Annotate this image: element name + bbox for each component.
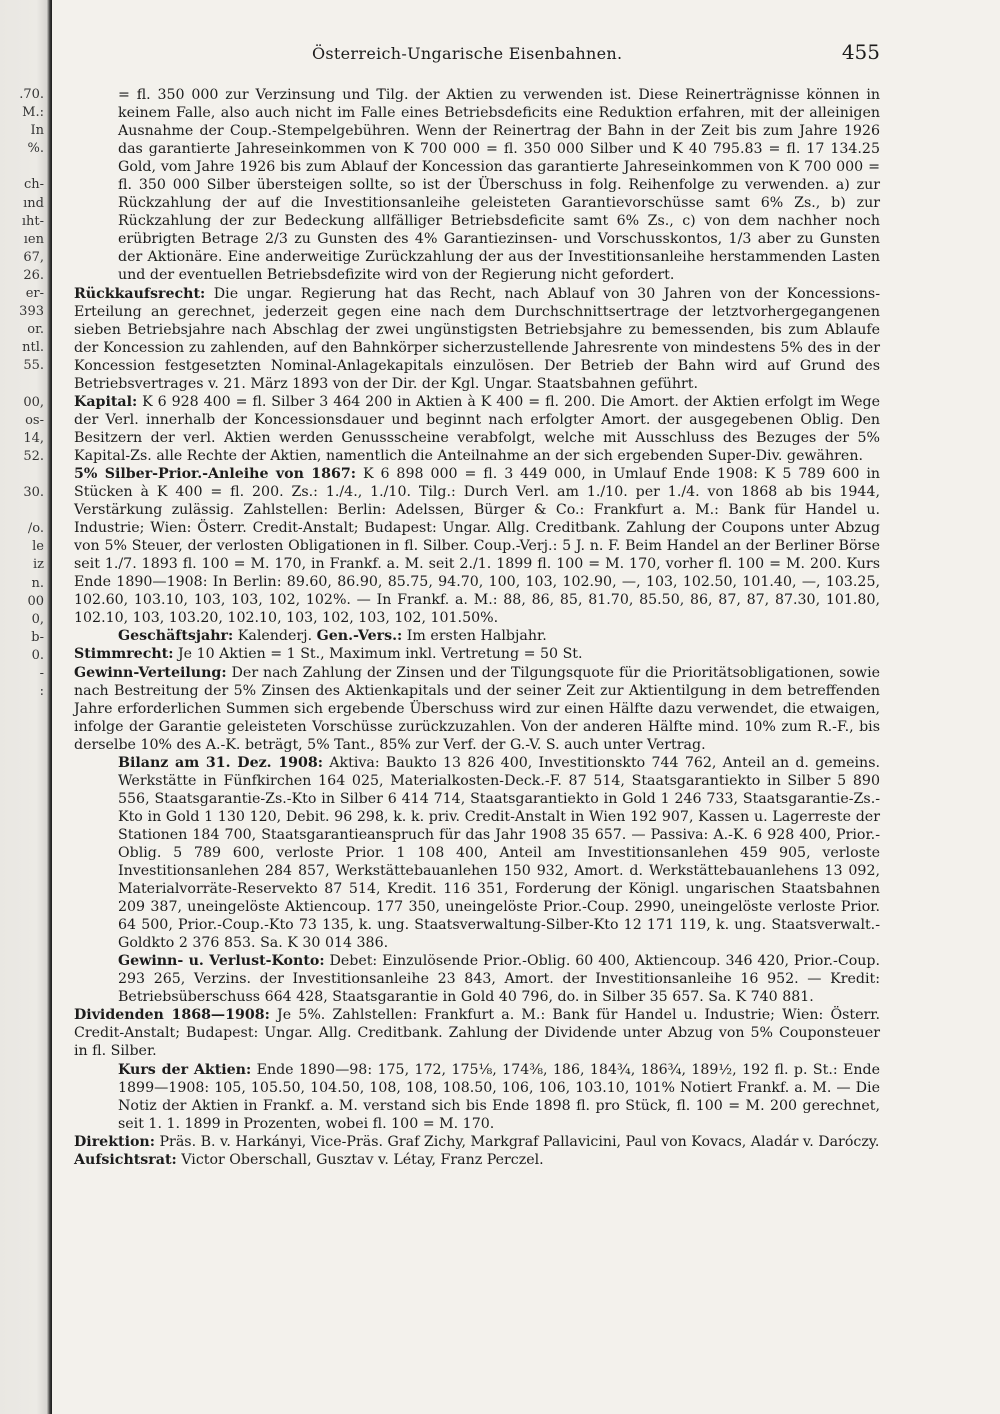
running-title: Österreich-Ungarische Eisenbahnen. — [312, 44, 623, 63]
paragraph-text: Je 5%. Zahlstellen: Frankfurt a. M.: Bank für Handel u. Industrie; Wien: Österr. Credit-Anstalt; Budapest: Ungar. Allg. Creditbank. Zahlung der Dividende unter Abzug von 5% Couponsteuer in fl. Silber. — [74, 1007, 880, 1060]
paragraph-prior-anleihe — [74, 465, 880, 627]
page-number: 455 — [841, 40, 880, 64]
paragraph-aufsichtsrat — [74, 1151, 880, 1169]
section-label: 5% Silber-Prior.-Anleihe von 1867: — [74, 465, 356, 482]
paragraph-rueckkaufsrecht — [74, 285, 880, 393]
page-header — [300, 40, 880, 68]
section-label: Gewinn- u. Verlust-Konto: — [118, 953, 325, 970]
section-label-secondary: Gen.-Vers.: — [316, 628, 403, 645]
paragraph-text: Ende 1890—98: 175, 172, 175⅛, 174⅜, 186, 184¾, 186¾, 189½, 192 fl. p. St.: Ende 1899—1908: 105, 105.50, 104.50, 108, 108, 108.50, 106, 106, 103.10, 101% Notiert Frankf. a. M. — Die Notiz der Aktien in Frankf. a. M. verstand sich bis Ende 1898 fl. pro Stück, fl. 100 = M. 200 gerechnet, seit 1. 1. 1899 in Prozenten, wobei fl. 100 = M. 170. — [118, 1061, 880, 1132]
section-label: Kurs der Aktien: — [118, 1061, 252, 1078]
paragraph-text: Die ungar. Regierung hat das Recht, nach Ablauf von 30 Jahren von der Koncessions-Erteilung an gerechnet, jederzeit gegen eine nach dem Durchschnittsertrage der letztvorhergegangenen sieben Betriebsjahre nach Abschlag der zwei ungünstigsten Betriebsjahre zu bemessenden, bis zum Ablaufe der Koncession zu zahlenden, auf den Bahnkörper sicherzustellende Jahresrente von mindestens 5% des in der Koncession festgesetzten Nominal-Anlagekapitals einzulösen. Der Betrieb der Bahn wird auf Grund des Betriebsvertrages v. 21. März 1893 von der Dir. der Kgl. Ungar. Staatsbahnen geführt. — [74, 285, 880, 392]
paragraph-text: = fl. 350 000 zur Verzinsung und Tilg. der Aktien zu verwenden ist. Diese Reinerträgnisse können in keinem Falle, also auch nicht im Falle eines Betriebsdeficits eine Reduktion erfahren, mit der alleinigen Ausnahme der Coup.-Stempelgebühren. Wenn der Reinertrag der Bahn in der Zeit bis zum Jahre 1926 das garantierte Jahreseinkommen von K 700 000 = fl. 350 000 Silber und K 40 795.83 = fl. 17 134.25 Gold, vom Jahre 1926 bis zum Ablauf der Koncession das garantierte Jahreseinkommen von K 700 000 = fl. 350 000 Silber übersteigen sollte, so ist der Überschuss in folg. Reihenfolge zu verwenden. a) zur Rückzahlung der auf die Investitionsanleihe geleisteten Garantievorschüsse samt 6% Zs., b) zur Rückzahlung der zur Bedeckung allfälliger Betriebsdeficite samt 6% Zs., c) von dem nachher noch erübrigten Betrage 2/3 zu Gunsten des 4% Garantiezinsen- und Vorschusskontos, 1/3 aber zu Gunsten der Aktionäre. Eine anderweitige Zurückzahlung der aus der Investitionsanleihe herstammenden Lasten und der eventuellen Betriebsdefizite wird von der Regierung nicht gefordert. — [118, 87, 880, 284]
paragraph-text: Präs. B. v. Harkányi, Vice-Präs. Graf Zichy, Markgraf Pallavicini, Paul von Kovacs, Aladár v. Daróczy. — [159, 1133, 880, 1150]
paragraph-text: Je 10 Aktien = 1 St., Maximum inkl. Vertretung = 50 St. — [177, 646, 583, 663]
paragraph-text: K 6 898 000 = fl. 3 449 000, in Umlauf Ende 1908: K 5 789 600 in Stücken à K 400 = fl. 200. Zs.: 1./4., 1./10. Tilg.: Durch Verl. am 1./10. per 1./4. von 1868 ab bis 1944, Verstärkung zulässig. Zahlstellen: Berlin: Adelssen, Bürger & Co.: Frankfurt a. M.: Bank für Handel u. Industrie; Wien: Österr. Credit-Anstalt; Budapest: Ungar. Allg. Creditbank. Zahlung der Coupons unter Abzug von 5% Steuer, der verlosten Obligationen in fl. Silber. Coup.-Verj.: 5 J. n. F. Beim Handel an der Berliner Börse seit 1./7. 1893 fl. 100 = M. 170, in Frankf. a. M. seit 2./1. 1899 fl. 100 = M. 170, vorher fl. 100 = M. 200. Kurs Ende 1890—1908: In Berlin: 89.60, 86.90, 85.75, 94.70, 100, 103, 102.90, —, 103, 102.50, 101.40, —, 103.25, 102.60, 103.10, 103, 103, 102, 102%. — In Frankf. a. M.: 88, 86, 85, 81.70, 85.50, 86, 87, 87, 87.30, 101.80, 102.10, 103, 103.20, 102.10, 103, 102, 103, 102, 101.50%. — [74, 465, 880, 627]
paragraph-geschaeftsjahr — [74, 627, 880, 645]
paragraph-guarantee — [74, 86, 880, 285]
paragraph-direktion — [74, 1133, 880, 1151]
paragraph-text: Victor Oberschall, Gusztav v. Létay, Franz Perczel. — [181, 1151, 544, 1168]
paragraph-text: Kalenderj. — [237, 628, 313, 645]
section-label: Kapital: — [74, 393, 138, 410]
page-body — [74, 86, 880, 1169]
section-label: Aufsichtsrat: — [74, 1151, 177, 1168]
section-label: Geschäftsjahr: — [118, 628, 234, 645]
paragraph-stimmrecht — [74, 645, 880, 663]
paragraph-text: Der nach Zahlung der Zinsen und der Tilgungsquote für die Prioritätsobligationen, sowie nach Bestreitung der 5% Zinsen des Aktienkapitals und der seiner Zeit zur Aktientilgung in dem betreffenden Jahre erforderlichen Summen sich ergebende Überschuss wird zur einen Hälfte dazu verwendet, die etwaigen, infolge der Garantie geleisteten Vorschüsse zurückzuzahlen. Von der anderen Hälfte mind. 10% zum R.-F., bis derselbe 10% des A.-K. beträgt, 5% Tant., 85% zur Verf. der G.-V. S. auch unter Vertrag. — [74, 664, 880, 753]
paragraph-text: Debet: Einzulösende Prior.-Oblig. 60 400, Aktiencoup. 346 420, Prior.-Coup. 293 265, Verzins. der Investitionsanleihe 23 843, Amort. der Investitionsanleihe 16 952. — Kredit: Betriebsüberschuss 664 428, Staatsgarantie in Gold 40 796, do. in Silber 35 657. Sa. K 740 881. — [118, 953, 880, 1006]
paragraph-gewinn-verteilung — [74, 664, 880, 754]
paragraph-bilanz — [74, 754, 880, 953]
section-label: Bilanz am 31. Dez. 1908: — [118, 754, 324, 771]
section-label: Dividenden 1868—1908: — [74, 1007, 270, 1024]
section-label: Direktion: — [74, 1133, 155, 1150]
paragraph-text-secondary: Im ersten Halbjahr. — [406, 628, 547, 645]
paragraph-gewinn-verlust — [74, 952, 880, 1006]
section-label: Gewinn-Verteilung: — [74, 664, 227, 681]
paragraph-kurs-aktien — [74, 1061, 880, 1133]
paragraph-dividenden — [74, 1006, 880, 1060]
paragraph-kapital — [74, 393, 880, 465]
section-label: Stimmrecht: — [74, 646, 174, 663]
section-label: Rückkaufsrecht: — [74, 285, 206, 302]
paragraph-text: K 6 928 400 = fl. Silber 3 464 200 in Aktien à K 400 = fl. 200. Die Amort. der Aktien erfolgt im Wege der Verl. innerhalb der Koncessionsdauer und beginnt nach erfolgter Amort. der ausgegebenen Oblig. Den Besitzern der verl. Aktien werden Genussscheine verabfolgt, welche mit Ausschluss des Bezuges der 5% Kapital-Zs. alle Rechte der Aktien, namentlich die Anteilnahme an der sich ergebenden Super-Div. gewähren. — [74, 393, 880, 464]
paragraph-text: Aktiva: Baukto 13 826 400, Investitionskto 744 762, Anteil an d. gemeins. Werkstätte in Fünfkirchen 164 025, Materialkosten-Deck.-F. 87 514, Staatsgarantiekto in Silber 5 890 556, Staatsgarantie-Zs.-Kto in Silber 6 414 714, Staatsgarantiekto in Gold 1 246 733, Staatsgarantie-Zs.-Kto in Gold 1 130 120, Debit. 96 298, k. k. priv. Credit-Anstalt in Wien 192 907, Kassen u. Lagerreste der Stationen 184 700, Staatsgarantieanspruch für das Jahr 1908 35 657. — Passiva: A.-K. 6 928 400, Prior.-Oblig. 5 789 600, verloste Prior. 1 108 400, Anteil am Investitionsanlehen 459 905, verloste Investitionsanlehen 284 857, Werkstättebauanlehen 150 932, Amort. d. Werkstättebauanlehens 13 092, Materialvorräte-Reservekto 87 514, Kredit. 116 351, Forderung der Königl. ungarischen Staatsbahnen 209 387, uneingelöste Aktiencoup. 177 350, uneingelöste Prior.-Coup. 2990, uneingelöste verloste Prior. 64 500, Prior.-Coup.-Kto 73 135, k. ung. Staatsverwaltung-Silber-Kto 12 171 119, k. ung. Staatsverwalt.-Goldkto 2 376 853. Sa. K 30 014 386. — [118, 754, 880, 952]
binding-gutter — [0, 0, 52, 1414]
previous-page-fragments: .70. M.: In %. ch- ınd ıht- ıen 67, 26. er- 393 or. ntl. 55. 00, os- 14, 52. 30. /o. le iz n. 00 0, b- 0. - : — [19, 87, 44, 700]
